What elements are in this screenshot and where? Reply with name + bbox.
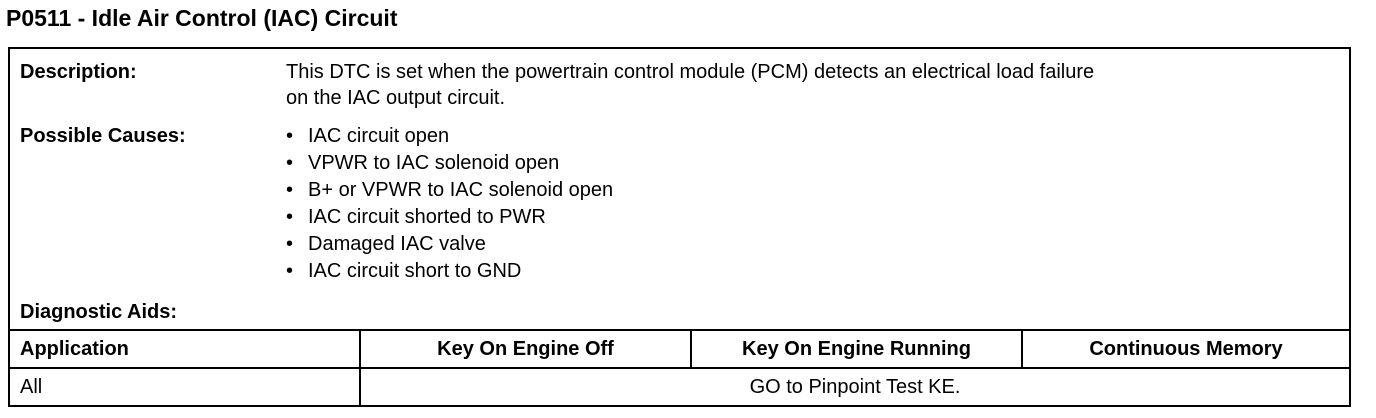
bullet-icon: •	[286, 152, 294, 174]
possible-causes-list	[286, 123, 613, 285]
bullet-icon: •	[286, 260, 294, 282]
description-line-2: on the IAC output circuit.	[286, 87, 506, 109]
list-item	[286, 177, 613, 204]
cause-text: Damaged IAC valve	[308, 233, 486, 255]
bullet-icon: •	[286, 125, 294, 147]
cause-text: VPWR to IAC solenoid open	[308, 152, 560, 174]
bullet-icon: •	[286, 233, 294, 255]
list-item	[286, 258, 613, 285]
bullet-icon: •	[286, 179, 294, 201]
table-header-koeo: Key On Engine Off	[437, 338, 614, 360]
description-label: Description:	[20, 61, 137, 83]
list-item	[286, 231, 613, 258]
bullet-icon: •	[286, 206, 294, 228]
possible-causes-label: Possible Causes:	[20, 125, 186, 147]
diagnostic-aids-label: Diagnostic Aids:	[20, 301, 178, 323]
list-item	[286, 204, 613, 231]
cause-text: B+ or VPWR to IAC solenoid open	[308, 179, 614, 201]
dtc-info-box	[8, 47, 1351, 407]
table-top-divider	[10, 329, 1349, 331]
description-line-1: This DTC is set when the powertrain control module (PCM) detects an electrical load failure	[286, 61, 1095, 83]
cause-text: IAC circuit shorted to PWR	[308, 206, 546, 228]
description-text	[286, 59, 1094, 111]
possible-causes-list-wrap	[286, 123, 613, 285]
cause-text: IAC circuit short to GND	[308, 260, 522, 282]
cause-text: IAC circuit open	[308, 125, 450, 147]
table-header-koer: Key On Engine Running	[742, 338, 971, 360]
list-item	[286, 150, 613, 177]
page-title: P0511 - Idle Air Control (IAC) Circuit	[6, 5, 398, 31]
table-header-application: Application	[20, 338, 129, 360]
table-header-continuous-memory: Continuous Memory	[1089, 338, 1283, 360]
table-header-divider	[10, 367, 1349, 369]
table-cell-pinpoint-test: GO to Pinpoint Test KE.	[749, 376, 961, 398]
list-item	[286, 123, 613, 150]
table-cell-application: All	[20, 376, 43, 398]
